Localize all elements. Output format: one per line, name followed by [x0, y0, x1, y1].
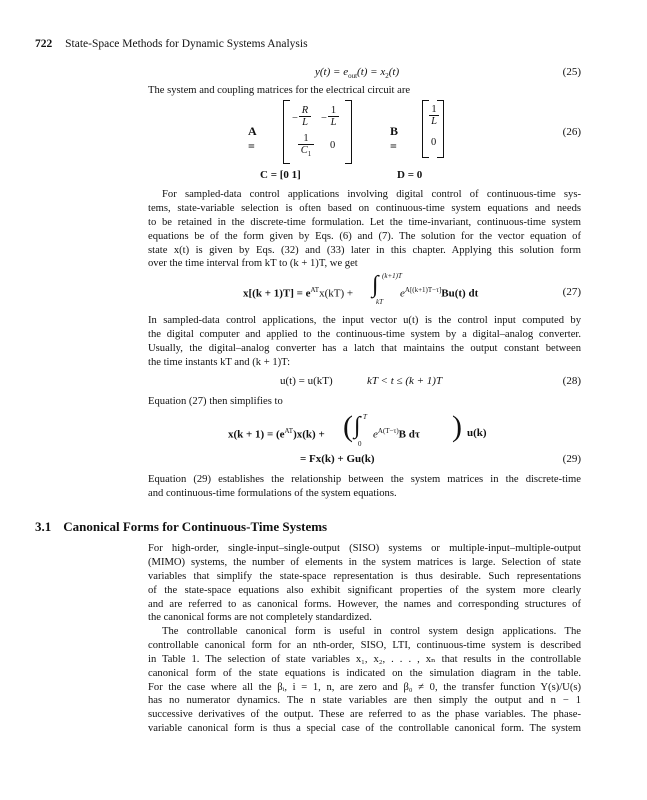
- eq25-sub: out: [348, 72, 358, 81]
- equation-number-28: (28): [562, 375, 581, 387]
- equation-28-left: u(t) = u(kT): [280, 375, 333, 387]
- minus-sign-2: −: [321, 113, 327, 124]
- left-paren: (: [343, 410, 353, 443]
- fraction-1-over-c1: [298, 133, 314, 158]
- fraction-1-over-l: [328, 105, 339, 128]
- para1-line: For sampled-data control applications involving digital control of continuous-time sys-: [162, 189, 581, 200]
- para1-line: tems, state-variable selection is often based on continuous-time system equations and needs: [148, 202, 581, 214]
- intro-sentence: [148, 84, 581, 98]
- frac-num-1-c: 1: [303, 133, 309, 144]
- b-den: L: [429, 115, 439, 127]
- para2-line: In sampled-data control applications, the input vector u(t) is the control input computed by: [148, 315, 581, 326]
- eq25-sub2: 2: [385, 72, 389, 81]
- para1-line: over the time interval from kT to (k + 1)T, we get: [148, 258, 358, 270]
- integral-upper: (k+1)T: [382, 272, 402, 280]
- integral-sign-29: ∫: [354, 413, 361, 439]
- minus-sign: −: [292, 113, 298, 124]
- para4-line: (MIMO) systems, the number of elements in the system matrices is large. Selection of state: [148, 556, 581, 568]
- equation-25: [315, 66, 399, 80]
- para5-line: canonical form of the state equations is indicated on the simulation diagram in the table.: [148, 667, 581, 679]
- equation-number-25: (25): [562, 66, 581, 78]
- intro-text: The system and coupling matrices for the electrical circuit are: [148, 85, 411, 96]
- eq27-e: e: [400, 287, 405, 300]
- para5-line: For the case where all the βᵢ, i = 1, n, are zero and β₀ ≠ 0, the transfer function Y(s)/U(s): [148, 681, 581, 693]
- simplifies-text: [148, 395, 581, 409]
- paragraph-eq29-relationship: [148, 473, 581, 501]
- c-sub: 1: [307, 150, 312, 159]
- integral-lower: kT: [376, 298, 383, 306]
- para4-line: variables that simplify the state-space representation is thus desirable. Such representations: [148, 570, 581, 582]
- para2-line: Usually, the digital–analog converter has a latch that maintains the output constant between: [148, 342, 581, 354]
- integral-lower-29: 0: [358, 440, 362, 448]
- eq29-sup2: A(T−τ): [377, 427, 399, 435]
- matrix-a-right-bracket: [345, 100, 352, 164]
- paragraph-controllable-canonical: [148, 625, 581, 736]
- para4-line: For high-order, single-input–single-output (SISO) systems or multiple-input–multiple-output: [148, 543, 581, 554]
- eq25-lhs: y(t) = e: [315, 66, 349, 78]
- para5-line: The controllable canonical form is useful in control system design applications. The: [162, 626, 581, 637]
- matrix-zero: 0: [330, 140, 336, 151]
- eq29-mid: )x(k) +: [293, 428, 325, 441]
- para4-line: and are referred to as canonical forms. However, the names and corresponding structures of: [148, 598, 581, 610]
- matrix-a-label: A =: [248, 124, 257, 153]
- equation-27-integrand: [400, 286, 478, 300]
- para4-line: the canonical forms are not completely standardized.: [148, 612, 372, 624]
- eq25-rhs: (t) = x: [357, 66, 386, 78]
- frac-num-r: R: [301, 105, 309, 116]
- eq25-rhs2: (t): [388, 66, 400, 78]
- para3-line: and continuous-time formulations of the system equations.: [148, 487, 397, 499]
- para5-line: variable canonical form is thus a special case of the controllable canonical form. The system: [148, 723, 581, 735]
- simplifies-line: Equation (27) then simplifies to: [148, 396, 283, 407]
- eq27-sup1: AT: [310, 286, 320, 294]
- matrix-b-left-bracket: [422, 100, 429, 158]
- equation-29-integrand: [373, 427, 420, 441]
- eq29-sup1: AT: [284, 427, 294, 435]
- fraction-r-over-l: [299, 105, 311, 128]
- section-number: 3.1: [35, 519, 52, 534]
- para5-line: successive derivatives of the output. These are referred to as the phase variables. The phase-: [148, 709, 581, 721]
- para5-line: controllable canonical form for an nth-order, SISO, LTI, continuous-time system is described: [148, 639, 581, 651]
- frac-den-c1: [298, 144, 314, 158]
- section-heading: [35, 519, 327, 535]
- right-paren: ): [452, 410, 462, 443]
- frac-den-l: L: [299, 116, 311, 128]
- running-header: [35, 38, 308, 50]
- eq29-lhs: x(k + 1) = (e: [228, 428, 285, 441]
- para2-line: the time instants kT and (k + 1)T:: [148, 356, 291, 368]
- equation-number-29: (29): [562, 453, 581, 465]
- matrix-d: D = 0: [397, 169, 423, 181]
- matrix-b-label: B =: [390, 124, 399, 153]
- eq29-e: e: [373, 428, 378, 441]
- frac-den-l-2: L: [328, 116, 339, 128]
- para1-line: to be retained in the discrete-time formulation. Let the time-invariant, continuous-time system: [148, 216, 581, 228]
- eq27-mid: x(kT) +: [319, 287, 354, 300]
- equation-29-line2: = Fx(k) + Gu(k): [300, 453, 375, 465]
- paragraph-input-vector: [148, 314, 581, 370]
- matrix-c: C = [0 1]: [260, 169, 301, 181]
- equation-28-right: kT < t ≤ (k + 1)T: [367, 375, 443, 387]
- paragraph-canonical-intro: [148, 542, 581, 625]
- section-title: Canonical Forms for Continuous-Time Systems: [63, 519, 328, 534]
- equation-27: [243, 286, 353, 300]
- b-num: 1: [431, 104, 437, 115]
- equation-29-after: u(k): [467, 427, 487, 439]
- matrix-b-right-bracket: [437, 100, 444, 158]
- c-letter: C: [300, 145, 308, 156]
- para2-line: the digital computer and applied to the continuous-time system by a digital–analog converter.: [148, 328, 581, 340]
- running-title: State-Space Methods for Dynamic Systems Analysis: [65, 38, 308, 50]
- para4-line: of the state-space equations also exhibit significant properties of the system more clearly: [148, 584, 581, 596]
- equation-number-27: (27): [562, 286, 581, 298]
- b-zero: 0: [431, 137, 437, 148]
- matrix-a-left-bracket: [283, 100, 290, 164]
- para1-line: equations be of the form given by Eqs. (6) and (7). The solution for the vector equation of: [148, 230, 581, 242]
- integral-upper-29: T: [363, 413, 367, 421]
- para3-line: Equation (29) establishes the relationship between the system matrices in the discrete-time: [148, 474, 581, 485]
- para5-line: has no numerator dynamics. The n state variables are then simply the output and n − 1: [148, 695, 581, 707]
- paragraph-sampled-data: [148, 188, 581, 271]
- para5-line: in Table 1. The selection of state variables x₁, x₂, . . . , xₙ that results in the controllable: [148, 653, 581, 665]
- para1-line: state x(t) is given by Eqs. (32) and (33) later in this chapter. Applying this solution form: [148, 244, 581, 256]
- frac-num-1: 1: [330, 105, 337, 116]
- eq29-tail: B dτ: [398, 428, 420, 441]
- equation-29: [228, 427, 325, 441]
- eq27-sup2: A[(k+1)T−τ]: [404, 286, 442, 294]
- page-number: 722: [35, 38, 53, 50]
- eq27-tail: Bu(t) dt: [441, 287, 479, 300]
- eq27-lhs: x[(k + 1)T] = e: [243, 287, 311, 300]
- equation-number-26: (26): [562, 126, 581, 138]
- integral-sign: ∫: [372, 272, 379, 298]
